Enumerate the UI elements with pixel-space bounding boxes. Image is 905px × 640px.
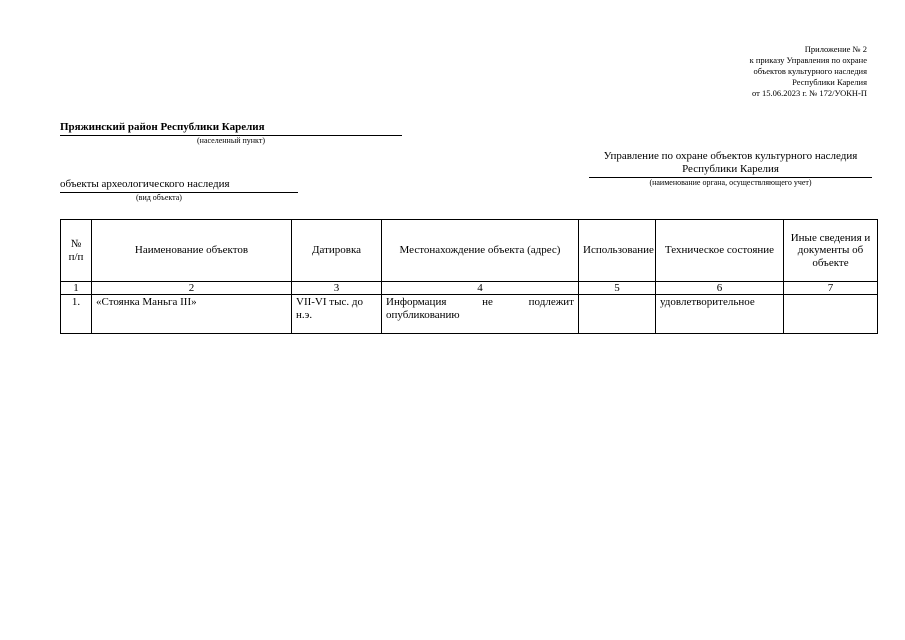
appendix-line: от 15.06.2023 г. № 172/УОКН-П <box>752 88 867 98</box>
object-type-hint: (вид объекта) <box>136 193 182 202</box>
header-condition: Техническое состояние <box>656 220 784 282</box>
column-number: 4 <box>382 282 579 295</box>
object-type-field <box>60 178 298 203</box>
authority-value: Управление по охране объектов культурного наследия Республики Карелия <box>589 150 872 178</box>
cell-condition: удовлетворительное <box>656 295 784 334</box>
cell-other <box>784 295 878 334</box>
header-location: Местонахождение объекта (адрес) <box>382 220 579 282</box>
settlement-field <box>60 121 402 146</box>
header-number: № п/п <box>61 220 92 282</box>
settlement-value: Пряжинский район Республики Карелия <box>60 121 402 136</box>
object-type-value: объекты археологического наследия <box>60 178 298 193</box>
cell-name: «Стоянка Маньга III» <box>92 295 292 334</box>
column-number: 5 <box>579 282 656 295</box>
column-numbers-row <box>61 282 878 295</box>
header-other: Иные сведения и документы об объекте <box>784 220 878 282</box>
authority-hint: (наименование органа, осуществляющего учет) <box>649 178 812 187</box>
appendix-line: Республики Карелия <box>792 77 867 87</box>
column-number: 2 <box>92 282 292 295</box>
table-row <box>61 295 878 334</box>
appendix-block <box>750 44 867 99</box>
cell-dating: VII-VI тыс. до н.э. <box>292 295 382 334</box>
cell-number: 1. <box>61 295 92 334</box>
column-number: 1 <box>61 282 92 295</box>
table-header-row <box>61 220 878 282</box>
column-number: 6 <box>656 282 784 295</box>
header-name: Наименование объектов <box>92 220 292 282</box>
header-usage: Использование <box>579 220 656 282</box>
header-dating: Датировка <box>292 220 382 282</box>
appendix-line: объектов культурного наследия <box>753 66 867 76</box>
appendix-line: к приказу Управления по охране <box>749 55 867 65</box>
objects-table <box>60 219 878 334</box>
cell-usage <box>579 295 656 334</box>
authority-field <box>589 150 872 188</box>
column-number: 7 <box>784 282 878 295</box>
appendix-line: Приложение № 2 <box>804 44 867 54</box>
settlement-hint: (населенный пункт) <box>197 136 265 145</box>
column-number: 3 <box>292 282 382 295</box>
cell-location: Информация не подлежит опубликованию <box>382 295 579 334</box>
